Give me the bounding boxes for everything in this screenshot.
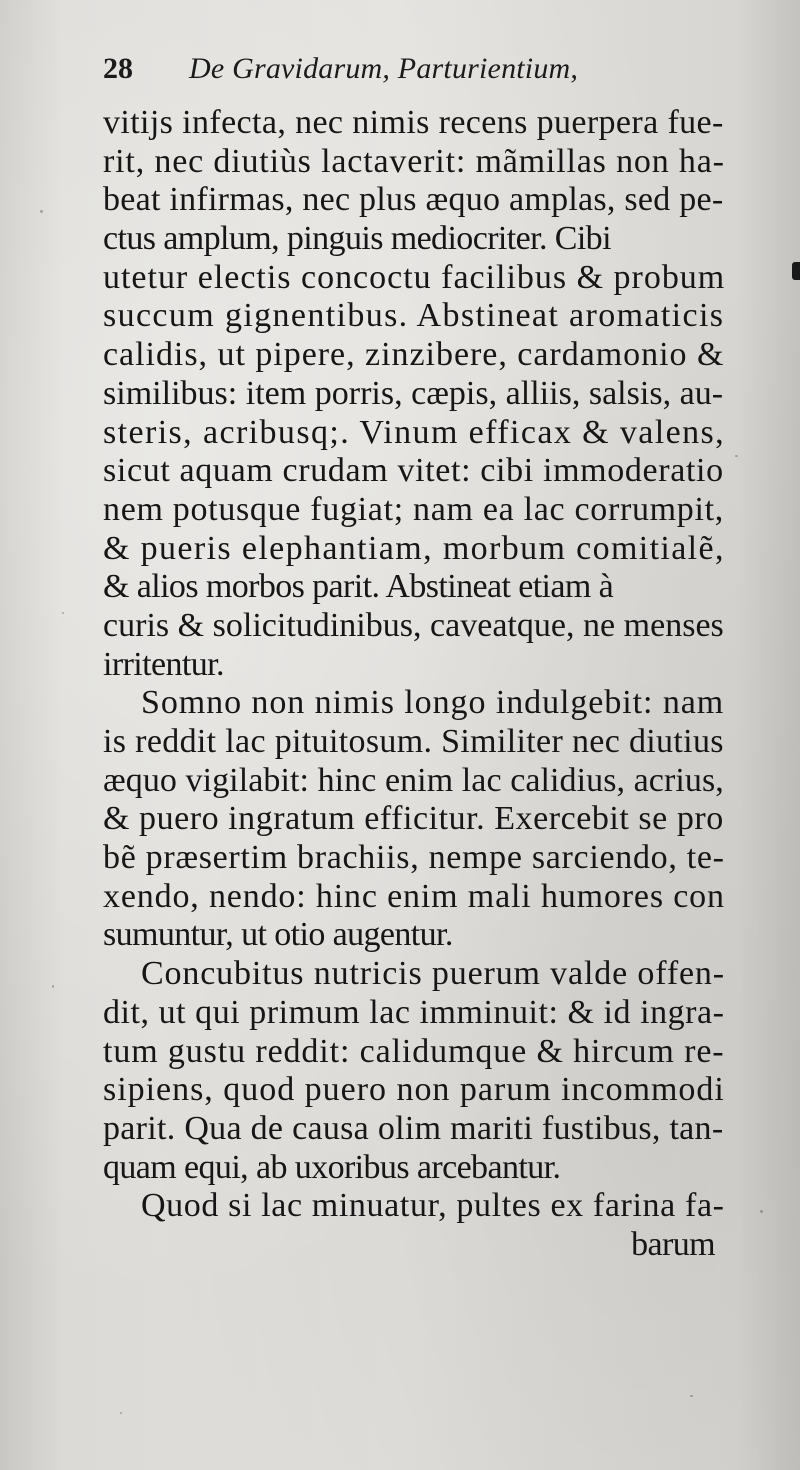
text-line: & puero ingratum efficitur. Exercebit se pro bbox=[103, 800, 724, 838]
text-line: beat infirmas, nec plus æquo amplas, sed pe- bbox=[103, 181, 724, 219]
running-head: De Gravidarum, Parturientium, bbox=[189, 52, 579, 85]
paper-speck bbox=[40, 210, 43, 213]
text-line: quam equi, ab uxoribus arcebantur. bbox=[103, 1148, 561, 1186]
text-line: succum gignentibus. Abstineat aromaticis bbox=[103, 297, 725, 335]
body-text bbox=[103, 104, 726, 1265]
text-line: tum gustu reddit: calidumque & hircum re- bbox=[103, 1032, 725, 1070]
paper-speck bbox=[62, 612, 64, 614]
paper-speck bbox=[735, 455, 738, 457]
text-line: & alios morbos parit. Abstineat etiam à bbox=[103, 568, 614, 606]
paper-speck bbox=[690, 1395, 693, 1397]
text-line: dit, ut qui primum lac imminuit: & id ingra- bbox=[103, 993, 725, 1031]
catchword: barum bbox=[631, 1225, 715, 1263]
text-line: sicut aquam crudam vitet: cibi immoderatio bbox=[103, 452, 724, 490]
paper-speck bbox=[52, 985, 54, 988]
text-line: ctus amplum, pinguis mediocriter. Cibi bbox=[103, 220, 611, 258]
text-line: vitijs infecta, nec nimis recens puerpera fue- bbox=[103, 104, 724, 141]
text-line: æquo vigilabit: hinc enim lac calidius, acrius, bbox=[103, 761, 724, 799]
text-line: utetur electis concoctu facilibus & probum bbox=[103, 258, 726, 296]
text-line: sumuntur, ut otio augentur. bbox=[103, 916, 453, 954]
text-line: Concubitus nutricis puerum valde offen- bbox=[141, 955, 725, 993]
text-line: nem potusque fugiat; nam ea lac corrumpit, bbox=[103, 490, 724, 528]
text-line: Quod si lac minuatur, pultes ex farina fa- bbox=[141, 1187, 725, 1225]
text-line: xendo, nendo: hinc enim mali humores con bbox=[103, 877, 725, 915]
page-number: 28 bbox=[103, 52, 133, 85]
text-line: is reddit lac pituitosum. Similiter nec diutius bbox=[103, 723, 724, 760]
page-header bbox=[103, 52, 743, 96]
text-line: bẽ præsertim brachiis, nempe sarciendo, te- bbox=[103, 839, 725, 877]
text-line: curis & solicitudinibus, caveatque, ne menses bbox=[103, 606, 724, 644]
text-line: & pueris elephantiam, morbum comitialẽ, bbox=[103, 529, 725, 567]
text-line: irritentur. bbox=[103, 645, 224, 683]
paper-speck bbox=[120, 1412, 122, 1414]
paper-speck bbox=[760, 1210, 763, 1213]
text-line: calidis, ut pipere, zinzibere, cardamonio & bbox=[103, 336, 725, 374]
page-edge-mark bbox=[792, 262, 800, 280]
text-line: sipiens, quod puero non parum incommodi bbox=[103, 1071, 725, 1109]
text-line: parit. Qua de causa olim mariti fustibus, tan- bbox=[103, 1109, 724, 1147]
text-line: steris, acribusq;. Vinum efficax & valens, bbox=[103, 413, 726, 451]
text-line: Somno non nimis longo indulgebit: nam bbox=[141, 684, 725, 722]
text-line: similibus: item porris, cæpis, alliis, salsis, au- bbox=[103, 374, 724, 412]
text-line: rit, nec diutiùs lactaverit: mãmillas non ha- bbox=[103, 142, 725, 180]
